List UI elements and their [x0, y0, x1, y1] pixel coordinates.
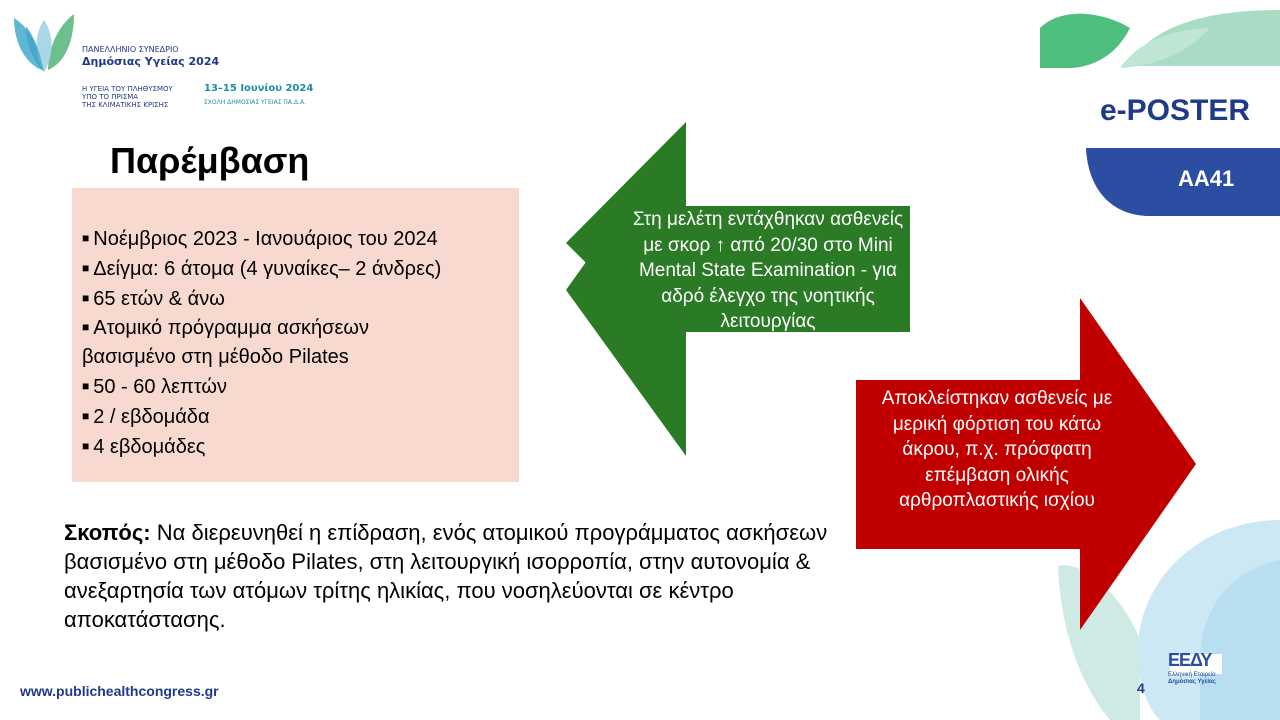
intervention-item: ■ Δείγμα: 6 άτομα (4 γυναίκες– 2 άνδρες) — [82, 257, 442, 280]
intervention-item: ■ Ατομικό πρόγραμμα ασκήσεων — [82, 317, 370, 340]
logo-line2: Δημόσιας Υγείας 2024 — [82, 55, 220, 68]
logo-line1: ΠΑΝΕΛΛΗΝΙΟ ΣΥΝΕΔΡΙΟ — [82, 45, 179, 54]
logo-tagline-3: ΤΗΣ ΚΛΙΜΑΤΙΚΗΣ ΚΡΙΣΗΣ — [82, 101, 169, 109]
logo-school: ΣΧΟΛΗ ΔΗΜΟΣΙΑΣ ΥΓΕΙΑΣ ΠΑ.Δ.Α. — [204, 99, 306, 106]
intervention-item: ■ 4 εβδομάδες — [82, 435, 206, 458]
aim-text: Να διερευνηθεί η επίδραση, ενός ατομικού προγράμματος ασκήσεων βασισμένο στη μέθοδο Pilates, στη λειτουργική ισορροπία, στην αυτονομία & ανεξαρτησία των ατόμων τρίτης ηλικίας, που νοσηλεύονται σε κέντρο αποκατάστασης. — [64, 520, 828, 632]
org-logo-text: ΕΕΔΥ — [1168, 650, 1212, 670]
org-name-1: Ελληνική Εταιρεία — [1168, 672, 1216, 678]
org-name-2: Δημόσιας Υγείας — [1168, 679, 1216, 685]
bullet-icon: ■ — [82, 408, 90, 423]
intervention-item: ■ 65 ετών & άνω — [82, 287, 225, 310]
bullet-icon: ■ — [82, 438, 90, 453]
logo-tagline-2: ΥΠΟ ΤΟ ΠΡΙΣΜΑ — [82, 93, 139, 101]
aim-paragraph — [64, 518, 844, 634]
intervention-item: ■ 50 - 60 λεπτών — [82, 375, 228, 398]
bullet-icon: ■ — [82, 231, 90, 245]
logo-tagline-1: Η ΥΓΕΙΑ ΤΟΥ ΠΛΗΘΥΣΜΟΥ — [82, 85, 173, 93]
section-title: Παρέμβαση — [110, 140, 310, 181]
aim-label: Σκοπός: — [64, 520, 151, 545]
intervention-item-continuation: βασισμένο στη μέθοδο Pilates — [82, 346, 349, 369]
poster-code: ΑΑ41 — [1178, 166, 1235, 191]
intervention-item: ■ Νοέμβριος 2023 - Ιανουάριος του 2024 — [82, 228, 438, 250]
bullet-icon: ■ — [82, 260, 90, 275]
page-number: 4 — [1137, 680, 1145, 696]
intervention-item: ■ 2 / εβδομάδα — [82, 405, 210, 428]
bullet-icon: ■ — [82, 290, 90, 305]
inclusion-criteria-text: Στη μελέτη εντάχθηκαν ασθενείς με σκορ ↑ από 20/30 στο Mini Mental State Examination - για αδρό έλεγχο της νοητικής λειτουργίας — [632, 209, 904, 333]
logo-dates: 13–15 Ιουνίου 2024 — [204, 83, 314, 94]
top-right-leaf-green — [1040, 14, 1130, 68]
congress-logo-icon — [14, 14, 74, 72]
website-link[interactable]: www.publichealthcongress.gr — [20, 683, 219, 699]
exclusion-criteria-text: Αποκλείστηκαν ασθενείς με μερική φόρτιση του κάτω άκρου, π.χ. πρόσφατη επέμβαση ολικής αρθροπλαστικής ισχίου — [881, 388, 1113, 512]
bullet-icon: ■ — [82, 378, 90, 393]
intervention-box — [72, 188, 519, 482]
bullet-icon: ■ — [82, 320, 90, 335]
eposter-label: e-POSTER — [1100, 94, 1251, 127]
